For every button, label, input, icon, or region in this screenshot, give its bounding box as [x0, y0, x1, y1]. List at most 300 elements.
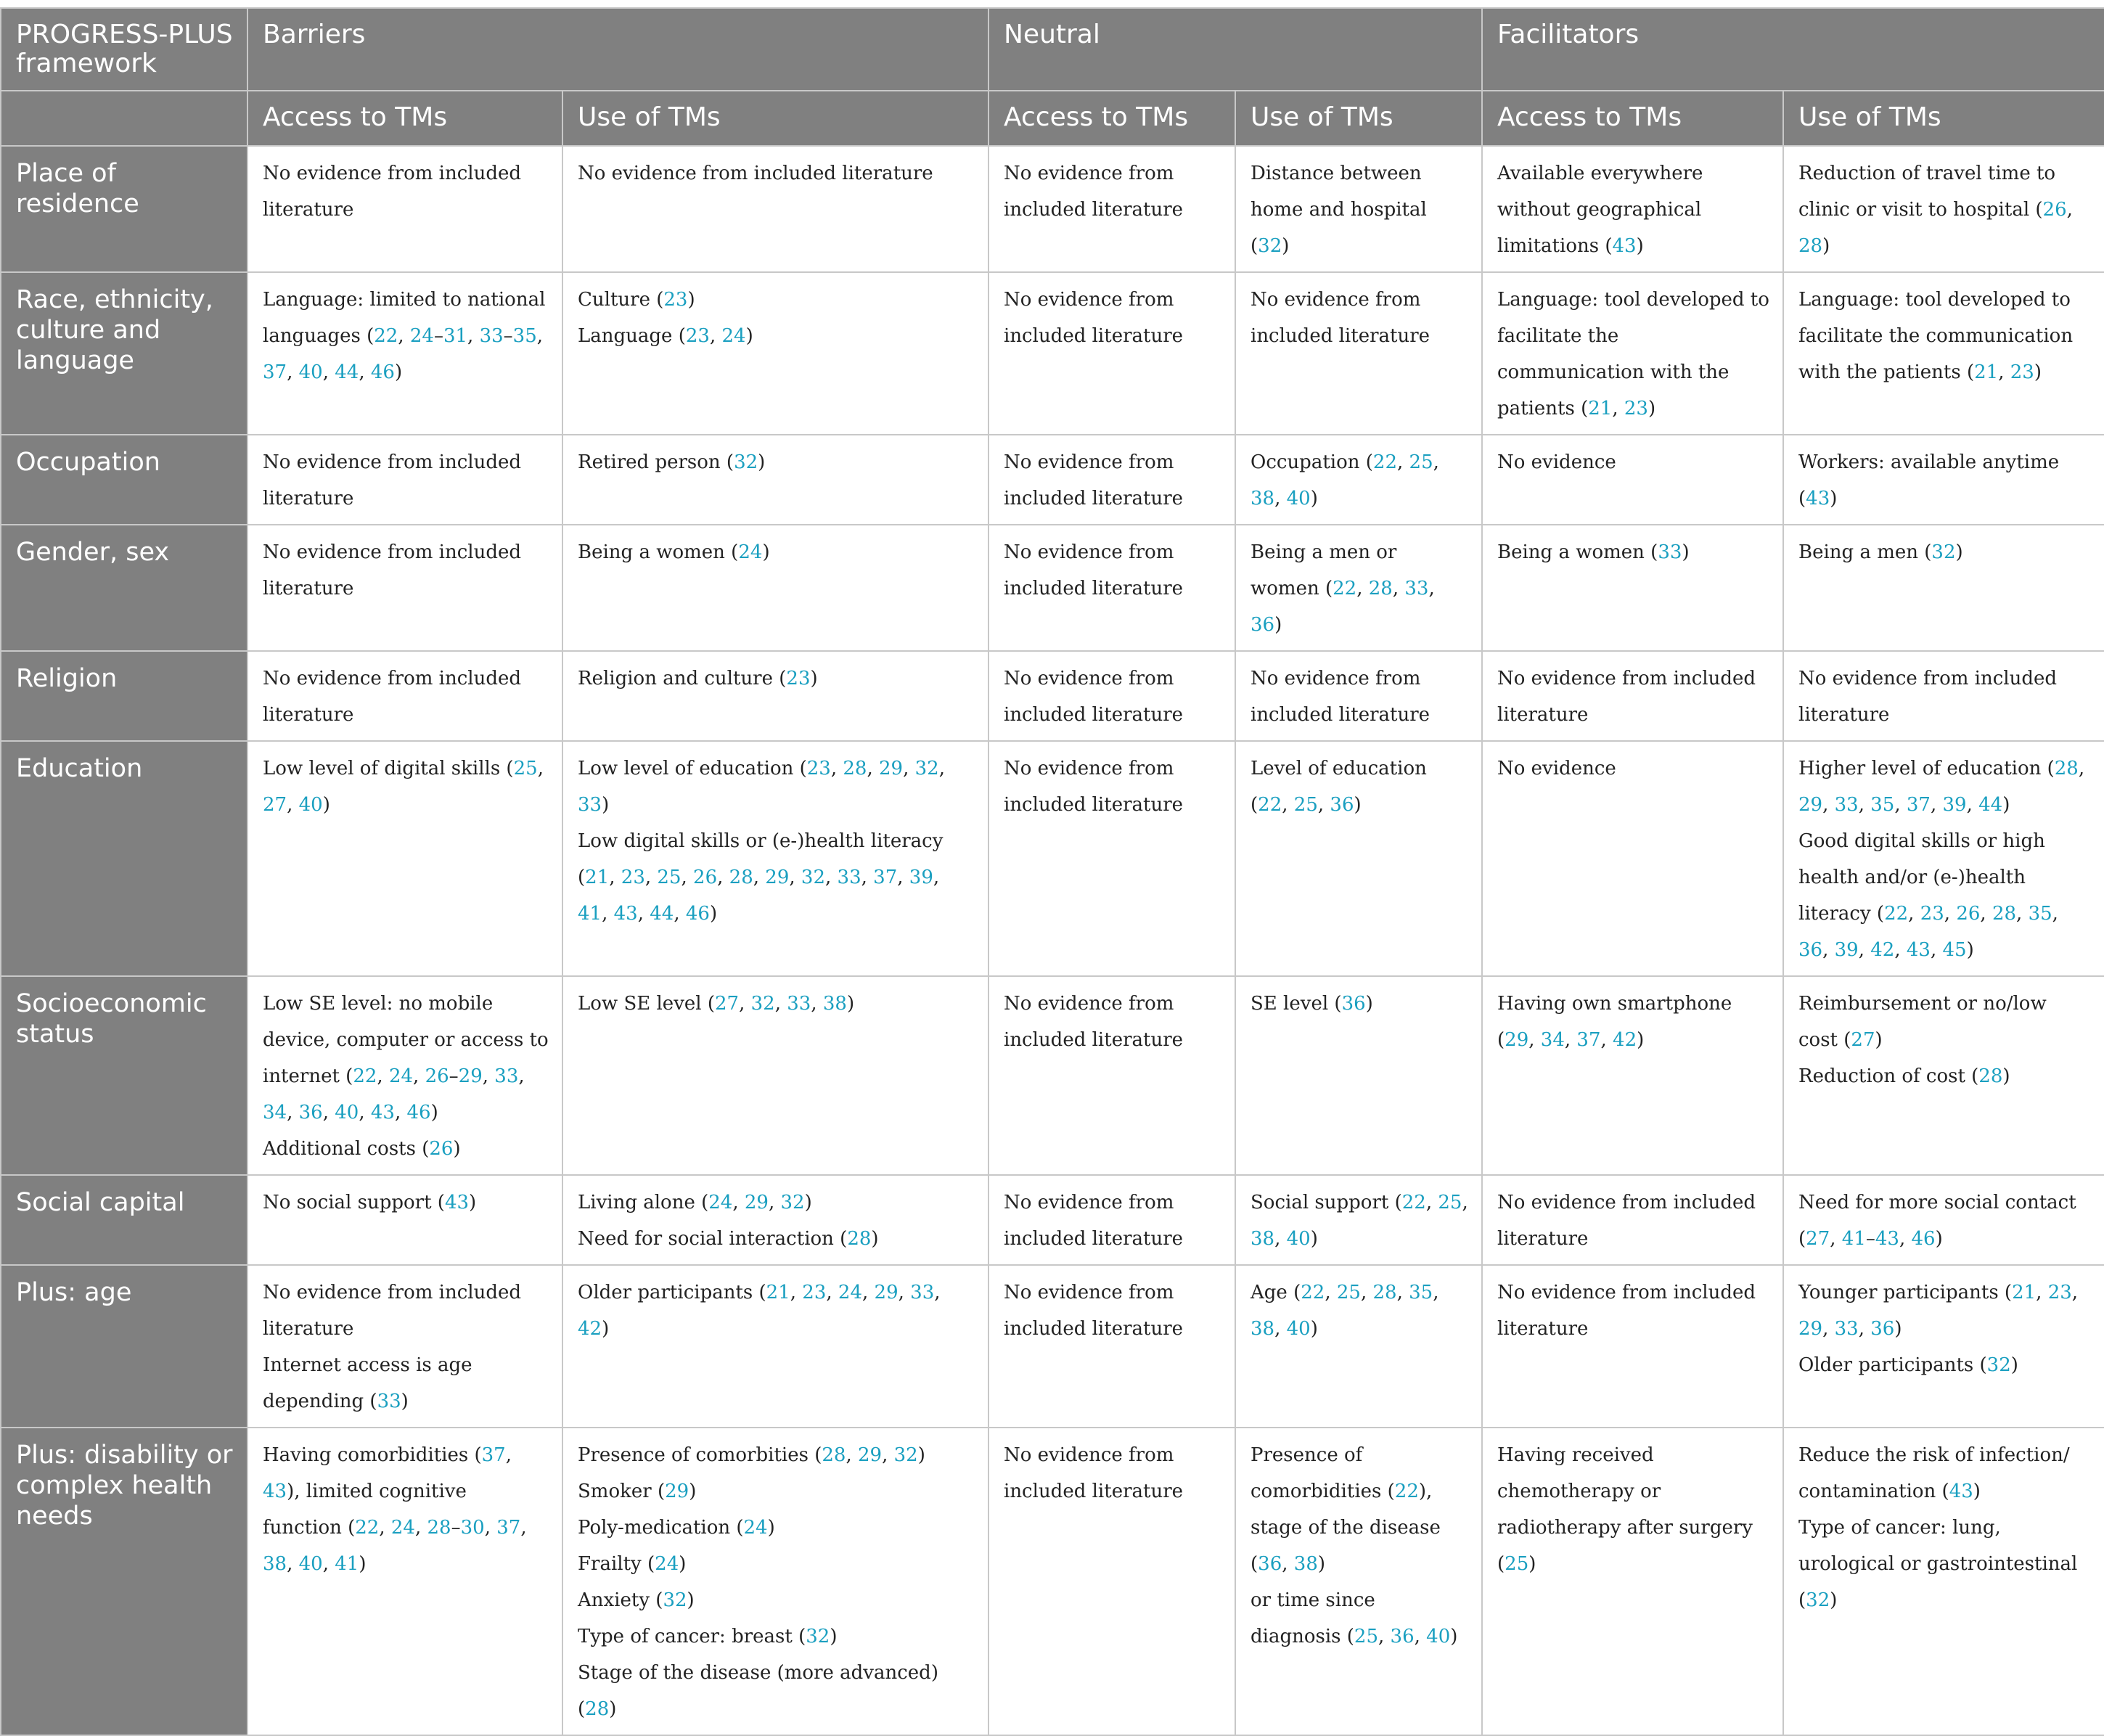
- reference-link[interactable]: 37: [1906, 794, 1931, 816]
- reference-link[interactable]: 23: [621, 867, 645, 888]
- reference-link[interactable]: 23: [806, 758, 831, 779]
- cell-text: ,: [1397, 451, 1409, 473]
- cell-text: No evidence from included literature: [1004, 668, 1184, 726]
- cell-facilitators-use: [1783, 1265, 2104, 1428]
- reference-link[interactable]: 25: [1336, 1282, 1361, 1303]
- cell-text: Smoker (: [578, 1481, 666, 1502]
- reference-link[interactable]: 21: [1974, 361, 1999, 383]
- table-row: [1, 146, 2104, 272]
- reference-link[interactable]: 23: [2047, 1282, 2072, 1303]
- reference-link[interactable]: 28: [1368, 578, 1393, 599]
- cell-line: [1497, 1274, 1769, 1347]
- cell-text: ,: [2066, 199, 2073, 221]
- reference-link[interactable]: 36: [1258, 1553, 1282, 1575]
- reference-link[interactable]: 46: [406, 1102, 431, 1123]
- cell-text: ,: [1822, 1318, 1835, 1340]
- reference-link[interactable]: 34: [263, 1102, 287, 1123]
- cell-line: [1004, 444, 1221, 517]
- reference-link[interactable]: 28: [1798, 235, 1823, 257]
- cell-text: Living alone (: [578, 1192, 709, 1213]
- cell-neutral-access: [988, 741, 1235, 976]
- reference-link[interactable]: 32: [914, 758, 939, 779]
- cell-line: [1004, 1184, 1221, 1257]
- cell-line: [1497, 750, 1769, 787]
- reference-link[interactable]: 22: [1301, 1282, 1325, 1303]
- reference-link[interactable]: 42: [1613, 1029, 1637, 1051]
- reference-link[interactable]: 23: [1624, 398, 1648, 419]
- reference-link[interactable]: 24: [708, 1192, 733, 1213]
- cell-text: ,: [1966, 794, 1979, 816]
- cell-line: [1798, 823, 2091, 968]
- reference-link[interactable]: 39: [909, 867, 933, 888]
- cell-text: ,: [609, 867, 621, 888]
- reference-link[interactable]: 26: [429, 1138, 454, 1160]
- reference-link[interactable]: 33: [1834, 1318, 1859, 1340]
- cell-text: ): [830, 1626, 838, 1647]
- reference-link[interactable]: 36: [1330, 794, 1354, 816]
- cell-text: ): [871, 1228, 879, 1250]
- table-row: [1, 525, 2104, 651]
- reference-link[interactable]: 43: [1906, 939, 1931, 961]
- reference-link[interactable]: 36: [1798, 939, 1823, 961]
- reference-link[interactable]: 32: [806, 1626, 830, 1647]
- cell-text: ): [810, 668, 818, 689]
- cell-neutral-use: [1235, 1265, 1482, 1428]
- cell-text: No evidence from included literature: [263, 668, 522, 726]
- cell-barriers-access: [247, 741, 562, 976]
- reference-link[interactable]: 22: [1333, 578, 1357, 599]
- cell-line: [1004, 986, 1221, 1058]
- reference-link[interactable]: 28: [1372, 1282, 1397, 1303]
- reference-link[interactable]: 46: [1911, 1228, 1936, 1250]
- cell-text: ), limited cognitive function (: [263, 1481, 467, 1539]
- reference-link[interactable]: 22: [1372, 451, 1397, 473]
- table-row: [1, 976, 2104, 1175]
- cell-text: ,: [1282, 794, 1294, 816]
- reference-link[interactable]: 33: [910, 1282, 935, 1303]
- reference-link[interactable]: 43: [444, 1192, 470, 1213]
- table-row: [1, 435, 2104, 525]
- cell-text: ,: [732, 1192, 745, 1213]
- cell-text: ,: [846, 1444, 858, 1466]
- reference-link[interactable]: 46: [370, 361, 395, 383]
- cell-text: ,: [520, 1517, 527, 1539]
- cell-line: [1798, 1510, 2091, 1618]
- reference-link[interactable]: 35: [512, 325, 537, 347]
- cell-text: ,: [1894, 939, 1907, 961]
- reference-link[interactable]: 44: [335, 361, 359, 383]
- table-row: [1, 1175, 2104, 1265]
- reference-link[interactable]: 29: [857, 1444, 883, 1466]
- reference-link[interactable]: 24: [743, 1517, 768, 1539]
- cell-text: Presence of comorbities (: [578, 1444, 822, 1466]
- reference-link[interactable]: 29: [1798, 794, 1823, 816]
- cell-facilitators-use: [1783, 146, 2104, 272]
- cell-text: ,: [1564, 1029, 1577, 1051]
- reference-link[interactable]: 32: [801, 867, 825, 888]
- cell-text: Reduction of travel time to clinic or visit to hospital (: [1798, 163, 2056, 221]
- reference-link[interactable]: 33: [479, 325, 504, 347]
- cell-line: [1250, 1437, 1468, 1582]
- reference-link[interactable]: 28: [2054, 758, 2079, 779]
- cell-text: ): [1354, 794, 1362, 816]
- reference-link[interactable]: 41: [335, 1553, 359, 1575]
- reference-link[interactable]: 23: [786, 668, 811, 689]
- cell-text: ): [745, 325, 753, 347]
- reference-link[interactable]: 37: [1576, 1029, 1601, 1051]
- reference-link[interactable]: 32: [1931, 541, 1956, 563]
- cell-text: Reimbursement or no/low cost (: [1798, 993, 2047, 1051]
- reference-link[interactable]: 24: [838, 1282, 863, 1303]
- cell-text: ,: [2078, 758, 2085, 779]
- reference-link[interactable]: 25: [1354, 1626, 1379, 1647]
- cell-text: ,: [1830, 1228, 1842, 1250]
- cell-text: Reduce the risk of infection/ contamination (: [1798, 1444, 2070, 1502]
- reference-link[interactable]: 43: [370, 1102, 395, 1123]
- cell-text: ): [2002, 794, 2010, 816]
- reference-link[interactable]: 40: [1286, 1318, 1311, 1340]
- reference-link[interactable]: 28: [843, 758, 867, 779]
- reference-link[interactable]: 22: [353, 1065, 377, 1087]
- cell-text: ): [767, 1517, 775, 1539]
- subheader-barriers-use: Use of TMs: [562, 91, 988, 146]
- cell-text: ): [1966, 939, 1974, 961]
- cell-line: [578, 318, 975, 354]
- reference-link[interactable]: 28: [1978, 1065, 2003, 1087]
- reference-link[interactable]: 22: [1401, 1192, 1426, 1213]
- cell-text: ,: [1998, 361, 2010, 383]
- cell-barriers-use: [562, 1175, 988, 1265]
- cell-text: ,: [903, 758, 915, 779]
- reference-link[interactable]: 28: [427, 1517, 451, 1539]
- subheader-neutral-use: Use of TMs: [1235, 91, 1482, 146]
- cell-text: ,: [674, 903, 686, 925]
- cell-facilitators-use: [1783, 976, 2104, 1175]
- cell-text: Language: tool developed to facilitate the communication with the patients (: [1497, 289, 1769, 419]
- reference-link[interactable]: 29: [874, 1282, 899, 1303]
- cell-barriers-use: [562, 525, 988, 651]
- reference-link[interactable]: 43: [1949, 1481, 1973, 1502]
- cell-text: ,: [1822, 794, 1835, 816]
- cell-text: ,: [862, 1282, 875, 1303]
- cell-facilitators-use: [1783, 1428, 2104, 1735]
- reference-link[interactable]: 28: [847, 1228, 872, 1250]
- reference-link[interactable]: 26: [2042, 199, 2067, 221]
- cell-text: ,: [1612, 398, 1624, 419]
- cell-line: [1798, 660, 2091, 733]
- cell-neutral-access: [988, 435, 1235, 525]
- reference-link[interactable]: 27: [1806, 1228, 1830, 1250]
- reference-link[interactable]: 31: [443, 325, 468, 347]
- reference-link[interactable]: 36: [1390, 1626, 1415, 1647]
- cell-text: ,: [537, 758, 544, 779]
- cell-text: ,: [882, 1444, 894, 1466]
- reference-link[interactable]: 24: [390, 1517, 415, 1539]
- cell-text: Older participants (: [578, 1282, 766, 1303]
- cell-line: [1798, 986, 2091, 1058]
- reference-link[interactable]: 35: [2028, 903, 2052, 925]
- cell-text: No evidence: [1497, 451, 1616, 473]
- cell-neutral-use: [1235, 976, 1482, 1175]
- cell-text: –: [433, 325, 443, 347]
- reference-link[interactable]: 38: [263, 1553, 287, 1575]
- reference-link[interactable]: 40: [298, 361, 323, 383]
- reference-link[interactable]: 33: [578, 794, 602, 816]
- reference-link[interactable]: 32: [734, 451, 758, 473]
- reference-link[interactable]: 44: [650, 903, 674, 925]
- reference-link[interactable]: 22: [374, 325, 398, 347]
- reference-link[interactable]: 41: [578, 903, 602, 925]
- reference-link[interactable]: 25: [1409, 451, 1433, 473]
- cell-line: [1004, 1274, 1221, 1347]
- cell-text: ): [758, 451, 766, 473]
- cell-text: No evidence from included literature: [1798, 668, 2058, 726]
- cell-line: [263, 986, 549, 1131]
- reference-link[interactable]: 22: [1884, 903, 1909, 925]
- reference-link[interactable]: 43: [263, 1481, 287, 1502]
- reference-link[interactable]: 24: [409, 325, 434, 347]
- cell-text: ,: [467, 325, 480, 347]
- reference-link[interactable]: 40: [1426, 1626, 1451, 1647]
- reference-link[interactable]: 23: [2010, 361, 2034, 383]
- reference-link[interactable]: 34: [1540, 1029, 1565, 1051]
- reference-link[interactable]: 23: [685, 325, 710, 347]
- reference-link[interactable]: 28: [585, 1698, 610, 1720]
- cell-text: ,: [934, 1282, 941, 1303]
- cell-text: ): [609, 1698, 617, 1720]
- reference-link[interactable]: 32: [780, 1192, 805, 1213]
- cell-line: [1004, 660, 1221, 733]
- reference-link[interactable]: 29: [765, 867, 790, 888]
- reference-link[interactable]: 25: [657, 867, 681, 888]
- cell-text: Occupation (: [1250, 451, 1373, 473]
- cell-text: Having received chemotherapy or radiotherapy after surgery (: [1497, 1444, 1753, 1575]
- cell-text: ,: [739, 993, 751, 1015]
- reference-link[interactable]: 32: [893, 1444, 918, 1466]
- cell-text: ,: [1433, 1282, 1439, 1303]
- reference-link[interactable]: 33: [1834, 794, 1859, 816]
- reference-link[interactable]: 33: [1404, 578, 1429, 599]
- cell-text: Good digital skills or high health and/or (e-)health literacy (: [1798, 830, 2045, 925]
- reference-link[interactable]: 25: [1438, 1192, 1462, 1213]
- reference-link[interactable]: 21: [585, 867, 610, 888]
- reference-link[interactable]: 37: [481, 1444, 506, 1466]
- reference-link[interactable]: 33: [377, 1391, 401, 1412]
- cell-text: ): [762, 541, 770, 563]
- reference-link[interactable]: 40: [298, 1553, 323, 1575]
- reference-link[interactable]: 33: [494, 1065, 519, 1087]
- cell-text: ): [322, 794, 330, 816]
- reference-link[interactable]: 40: [298, 794, 323, 816]
- cell-text: ): [679, 1553, 687, 1575]
- cell-text: ,: [1428, 578, 1435, 599]
- cell-text: ,: [1396, 1282, 1409, 1303]
- reference-link[interactable]: 32: [1986, 1354, 2011, 1376]
- cell-text: No evidence from included literature: [263, 1282, 522, 1340]
- cell-text: ,: [322, 361, 335, 383]
- cell-text: Reduction of cost (: [1798, 1065, 1979, 1087]
- cell-text: ,: [1930, 794, 1943, 816]
- reference-link[interactable]: 45: [1942, 939, 1967, 961]
- cell-text: ): [359, 1553, 367, 1575]
- reference-link[interactable]: 29: [458, 1065, 483, 1087]
- reference-link[interactable]: 24: [655, 1553, 679, 1575]
- reference-link[interactable]: 29: [1505, 1029, 1529, 1051]
- cell-line: [263, 660, 549, 733]
- reference-link[interactable]: 37: [496, 1517, 521, 1539]
- reference-link[interactable]: 27: [263, 794, 287, 816]
- reference-link[interactable]: 36: [1341, 993, 1366, 1015]
- reference-link[interactable]: 38: [822, 993, 847, 1015]
- reference-link[interactable]: 25: [1293, 794, 1318, 816]
- reference-link[interactable]: 36: [1250, 614, 1275, 636]
- reference-link[interactable]: 42: [578, 1318, 602, 1340]
- progress-plus-table: [0, 7, 2104, 1736]
- cell-text: Being a men or women (: [1250, 541, 1397, 599]
- cell-barriers-use: [562, 435, 988, 525]
- cell-facilitators-use: [1783, 435, 2104, 525]
- reference-link[interactable]: 26: [693, 867, 718, 888]
- cell-text: ,: [1858, 794, 1871, 816]
- neutral-header: Neutral: [988, 8, 1482, 91]
- reference-link[interactable]: 21: [1588, 398, 1613, 419]
- reference-link[interactable]: 42: [1870, 939, 1895, 961]
- cell-facilitators-use: [1783, 525, 2104, 651]
- reference-link[interactable]: 35: [1409, 1282, 1433, 1303]
- reference-link[interactable]: 23: [1920, 903, 1944, 925]
- reference-link[interactable]: 27: [1851, 1029, 1875, 1051]
- reference-link[interactable]: 28: [729, 867, 753, 888]
- cell-neutral-access: [988, 1175, 1235, 1265]
- cell-text: ,: [644, 867, 658, 888]
- cell-line: [578, 1274, 975, 1347]
- row-label: Social capital: [1, 1175, 247, 1265]
- cell-text: ,: [1980, 903, 1992, 925]
- reference-link[interactable]: 37: [873, 867, 898, 888]
- cell-text: ,: [398, 325, 410, 347]
- cell-text: –: [451, 1517, 461, 1539]
- cell-text: No evidence from included literature: [1497, 1192, 1756, 1250]
- reference-link[interactable]: 23: [802, 1282, 827, 1303]
- cell-text: ,: [482, 1065, 495, 1087]
- reference-link[interactable]: 40: [335, 1102, 359, 1123]
- cell-neutral-use: [1235, 435, 1482, 525]
- reference-link[interactable]: 32: [1806, 1589, 1830, 1611]
- cell-text: ,: [287, 361, 299, 383]
- reference-link[interactable]: 38: [1250, 1318, 1275, 1340]
- reference-link[interactable]: 29: [879, 758, 904, 779]
- reference-link[interactable]: 43: [1806, 488, 1830, 509]
- reference-link[interactable]: 43: [1875, 1228, 1899, 1250]
- table-row: [1, 1265, 2104, 1428]
- cell-line: [1497, 282, 1769, 427]
- reference-link[interactable]: 22: [355, 1517, 380, 1539]
- cell-text: ,: [536, 325, 544, 347]
- reference-link[interactable]: 28: [822, 1444, 846, 1466]
- cell-line: [578, 986, 975, 1022]
- cell-text: ,: [1899, 1228, 1912, 1250]
- cell-text: ,: [933, 867, 940, 888]
- reference-link[interactable]: 29: [1798, 1318, 1823, 1340]
- cell-barriers-access: [247, 1428, 562, 1735]
- reference-link[interactable]: 32: [750, 993, 775, 1015]
- reference-link[interactable]: 27: [715, 993, 740, 1015]
- cell-line: [1497, 1184, 1769, 1257]
- cell-line: [1004, 282, 1221, 354]
- cell-text: SE level (: [1250, 993, 1342, 1015]
- cell-facilitators-access: [1482, 272, 1783, 435]
- cell-text: No evidence from included literature: [1004, 1192, 1184, 1250]
- cell-line: [1004, 534, 1221, 607]
- cell-line: [578, 1437, 975, 1473]
- reference-link[interactable]: 26: [1956, 903, 1981, 925]
- cell-line: [1497, 444, 1769, 480]
- reference-link[interactable]: 24: [388, 1065, 414, 1087]
- cell-text: ): [2002, 1065, 2010, 1087]
- reference-link[interactable]: 36: [298, 1102, 323, 1123]
- cell-neutral-use: [1235, 525, 1482, 651]
- reference-link[interactable]: 25: [1505, 1553, 1529, 1575]
- reference-link[interactable]: 28: [1992, 903, 2017, 925]
- reference-link[interactable]: 29: [665, 1481, 689, 1502]
- cell-neutral-access: [988, 272, 1235, 435]
- reference-link[interactable]: 43: [1612, 235, 1637, 257]
- reference-link[interactable]: 46: [685, 903, 710, 925]
- reference-link[interactable]: 43: [613, 903, 638, 925]
- reference-link[interactable]: 22: [1258, 794, 1282, 816]
- reference-link[interactable]: 25: [513, 758, 538, 779]
- reference-link[interactable]: 33: [787, 993, 811, 1015]
- reference-link[interactable]: 21: [2012, 1282, 2037, 1303]
- cell-text: ,: [2036, 1282, 2048, 1303]
- cell-text: ): [1310, 1228, 1318, 1250]
- reference-link[interactable]: 29: [744, 1192, 769, 1213]
- reference-link[interactable]: 39: [1834, 939, 1859, 961]
- cell-text: –: [1865, 1228, 1875, 1250]
- reference-link[interactable]: 33: [1658, 541, 1682, 563]
- reference-link[interactable]: 38: [1250, 488, 1275, 509]
- reference-link[interactable]: 32: [663, 1589, 687, 1611]
- reference-link[interactable]: 21: [766, 1282, 790, 1303]
- cell-text: ): [1935, 1228, 1943, 1250]
- reference-link[interactable]: 24: [738, 541, 763, 563]
- subheader-facilitators-access: Access to TMs: [1482, 91, 1783, 146]
- cell-text: No evidence from included literature: [1004, 993, 1184, 1051]
- reference-link[interactable]: 32: [1258, 235, 1282, 257]
- reference-link[interactable]: 40: [1286, 1228, 1311, 1250]
- cell-text: ,: [826, 1282, 838, 1303]
- reference-link[interactable]: 24: [721, 325, 746, 347]
- reference-link[interactable]: 38: [1293, 1553, 1318, 1575]
- reference-link[interactable]: 41: [1841, 1228, 1866, 1250]
- reference-link[interactable]: 38: [1250, 1228, 1275, 1250]
- reference-link[interactable]: 44: [1978, 794, 2003, 816]
- reference-link[interactable]: 37: [263, 361, 287, 383]
- cell-text: ): [1894, 1318, 1902, 1340]
- cell-line: [578, 282, 975, 318]
- reference-link[interactable]: 26: [425, 1065, 449, 1087]
- reference-link[interactable]: 22: [1394, 1481, 1419, 1502]
- reference-link[interactable]: 40: [1286, 488, 1311, 509]
- reference-link[interactable]: 30: [460, 1517, 485, 1539]
- empty-header-cell: [1, 91, 247, 146]
- reference-link[interactable]: 23: [663, 289, 688, 311]
- cell-text: ,: [717, 867, 729, 888]
- reference-link[interactable]: 39: [1942, 794, 1967, 816]
- reference-link[interactable]: 36: [1870, 1318, 1895, 1340]
- reference-link[interactable]: 35: [1870, 794, 1895, 816]
- reference-link[interactable]: 33: [837, 867, 861, 888]
